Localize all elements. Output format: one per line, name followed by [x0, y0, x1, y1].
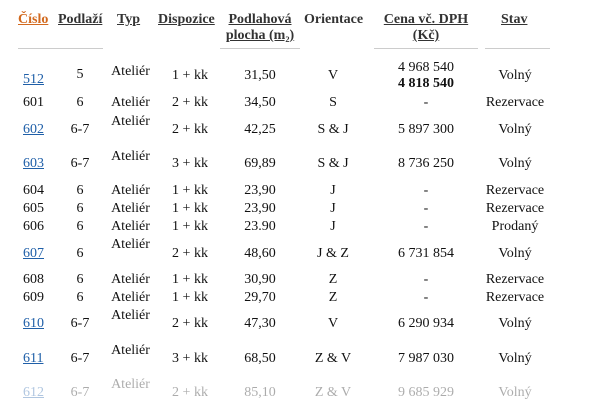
layout-cell: 2 + kk [172, 246, 208, 261]
price-cell: 6 290 934 [398, 316, 454, 331]
layout-cell: 1 + kk [172, 290, 208, 305]
orientation-cell: S & J [317, 122, 349, 137]
orientation-cell: V [327, 68, 339, 83]
area-cell: 23,90 [244, 183, 276, 198]
floor-cell: 6 [76, 246, 84, 261]
area-cell: 42,25 [244, 122, 276, 137]
orientation-cell: Z & V [314, 351, 352, 366]
orientation-cell: V [327, 316, 339, 331]
layout-cell: 2 + kk [172, 385, 208, 400]
table-row [0, 237, 600, 265]
unit-number: 601 [23, 95, 44, 110]
unit-link[interactable]: 610 [23, 316, 44, 331]
unit-link[interactable]: 612 [23, 385, 44, 400]
header-type[interactable]: Typ [117, 12, 141, 27]
status-cell: Volný [498, 156, 532, 171]
area-cell: 29,70 [244, 290, 276, 305]
area-cell: 23,90 [244, 201, 276, 216]
table-row [0, 272, 600, 288]
unit-number: 604 [23, 183, 44, 198]
header-price-line2: (Kč) [412, 28, 440, 43]
area-cell: 48,60 [244, 246, 276, 261]
unit-number: 608 [23, 272, 44, 287]
header-status[interactable]: Stav [501, 12, 528, 27]
orientation-cell: Z & V [314, 385, 352, 400]
type-cell: Ateliér [111, 272, 150, 287]
floor-cell: 6 [76, 95, 84, 110]
floor-cell: 6-7 [70, 316, 90, 331]
orientation-cell: Z [328, 290, 338, 305]
type-cell: Ateliér [111, 343, 150, 358]
floor-cell: 6-7 [70, 385, 90, 400]
status-cell: Volný [498, 316, 532, 331]
layout-cell: 3 + kk [172, 156, 208, 171]
table-row [0, 219, 600, 235]
layout-cell: 2 + kk [172, 122, 208, 137]
header-area[interactable] [220, 12, 300, 44]
table-row [0, 95, 600, 111]
table-row [0, 308, 600, 336]
status-cell: Volný [498, 122, 532, 137]
orientation-cell: S & J [317, 156, 349, 171]
status-cell: Rezervace [485, 201, 545, 216]
price-cell: - [423, 290, 429, 305]
type-cell: Ateliér [111, 64, 150, 79]
floor-cell: 6 [76, 272, 84, 287]
orientation-cell: J [330, 201, 336, 216]
price-cell: 6 731 854 [398, 246, 454, 261]
layout-cell: 1 + kk [172, 272, 208, 287]
price-cell: 8 736 250 [398, 156, 454, 171]
header-area-line2: plocha (m₂) [225, 28, 295, 43]
unit-number: 609 [23, 290, 44, 305]
unit-link[interactable]: 603 [23, 156, 44, 171]
table-row [0, 60, 600, 96]
area-cell: 68,50 [244, 351, 276, 366]
header-divider [374, 48, 478, 49]
table-row [0, 290, 600, 306]
area-cell: 23.90 [244, 219, 276, 234]
type-cell: Ateliér [111, 219, 150, 234]
layout-cell: 1 + kk [172, 201, 208, 216]
header-area-line1: Podlahová [228, 12, 292, 27]
status-cell: Rezervace [485, 183, 545, 198]
table-row [0, 146, 600, 174]
area-cell: 34,50 [244, 95, 276, 110]
area-cell: 69,89 [244, 156, 276, 171]
orientation-cell: J & Z [317, 246, 349, 261]
area-cell: 47,30 [244, 316, 276, 331]
unit-number: 605 [23, 201, 44, 216]
price-cell: - [423, 219, 429, 234]
status-cell: Volný [498, 351, 532, 366]
area-cell: 31,50 [244, 68, 276, 83]
floor-cell: 5 [76, 67, 84, 82]
type-cell: Ateliér [111, 149, 150, 164]
layout-cell: 2 + kk [172, 316, 208, 331]
floor-cell: 6 [76, 201, 84, 216]
header-divider [18, 48, 103, 49]
floor-cell: 6 [76, 183, 84, 198]
price-cell: 5 897 300 [398, 122, 454, 137]
price-cell: - [423, 272, 429, 287]
header-orientation: Orientace [304, 12, 364, 27]
header-number[interactable]: Číslo [18, 12, 49, 27]
table-row [0, 342, 600, 370]
price-cell: 7 987 030 [398, 351, 454, 366]
status-cell: Rezervace [485, 290, 545, 305]
status-cell: Rezervace [485, 95, 545, 110]
unit-link[interactable]: 607 [23, 246, 44, 261]
floor-cell: 6-7 [70, 156, 90, 171]
unit-link[interactable]: 611 [23, 351, 44, 366]
unit-link[interactable]: 602 [23, 122, 44, 137]
header-divider [485, 48, 550, 49]
layout-cell: 1 + kk [172, 68, 208, 83]
orientation-cell: J [330, 183, 336, 198]
table-row [0, 114, 600, 142]
table-row [0, 201, 600, 217]
status-cell: Volný [498, 68, 532, 83]
price-cell: 4 968 540 [398, 60, 454, 75]
price-cell: - [423, 183, 429, 198]
floor-cell: 6-7 [70, 122, 90, 137]
orientation-cell: J [330, 219, 336, 234]
floor-cell: 6 [76, 219, 84, 234]
layout-cell: 3 + kk [172, 351, 208, 366]
price-cell: 9 685 929 [398, 385, 454, 400]
area-cell: 85,10 [244, 385, 276, 400]
orientation-cell: S [329, 95, 337, 110]
price-cell: - [423, 95, 429, 110]
status-cell: Volný [498, 246, 532, 261]
header-divider [220, 48, 300, 49]
unit-link[interactable]: 512 [23, 72, 44, 87]
type-cell: Ateliér [111, 201, 150, 216]
orientation-cell: Z [328, 272, 338, 287]
floor-cell: 6-7 [70, 351, 90, 366]
header-layout[interactable]: Dispozice [158, 12, 215, 27]
price-cell: - [423, 201, 429, 216]
status-cell: Prodaný [491, 219, 539, 234]
type-cell: Ateliér [111, 183, 150, 198]
status-cell: Volný [498, 385, 532, 400]
type-cell: Ateliér [111, 290, 150, 305]
discount-price-cell: 4 818 540 [398, 76, 454, 91]
header-price[interactable] [374, 12, 478, 44]
type-cell: Ateliér [111, 308, 150, 323]
status-cell: Rezervace [485, 272, 545, 287]
type-cell: Ateliér [111, 95, 150, 110]
header-price-line1: Cena vč. DPH [383, 12, 469, 27]
type-cell: Ateliér [111, 377, 150, 392]
area-cell: 30,90 [244, 272, 276, 287]
layout-cell: 2 + kk [172, 95, 208, 110]
layout-cell: 1 + kk [172, 183, 208, 198]
header-floor[interactable]: Podlaží [58, 12, 103, 27]
floor-cell: 6 [76, 290, 84, 305]
layout-cell: 1 + kk [172, 219, 208, 234]
table-row [0, 183, 600, 199]
type-cell: Ateliér [111, 237, 150, 252]
unit-number: 606 [23, 219, 44, 234]
type-cell: Ateliér [111, 114, 150, 129]
